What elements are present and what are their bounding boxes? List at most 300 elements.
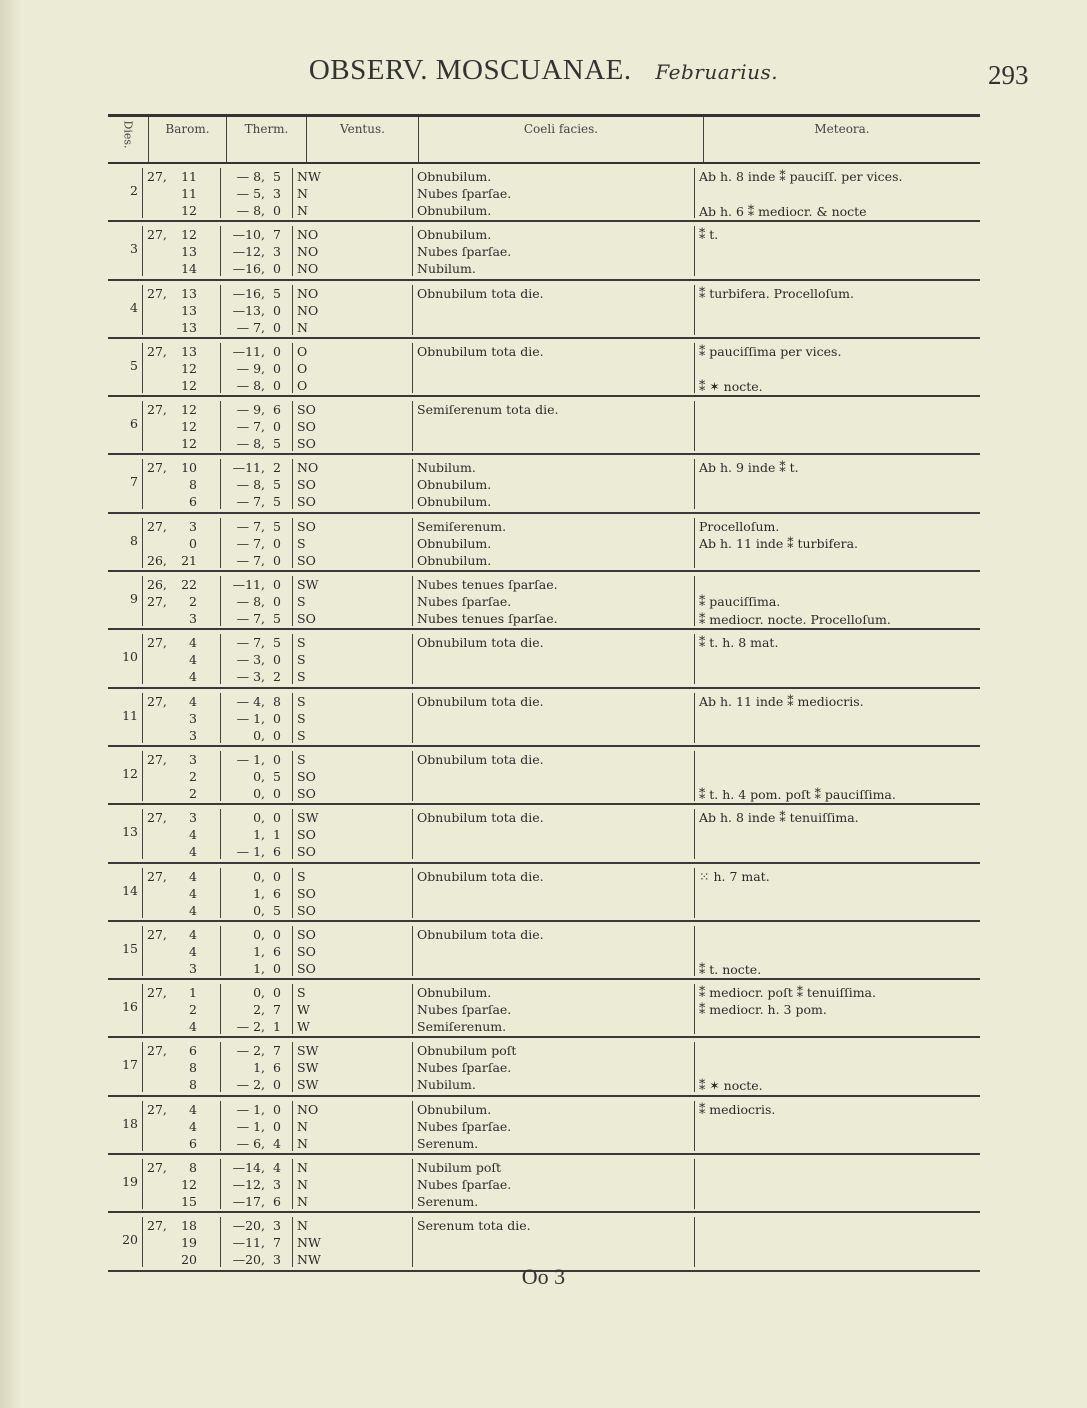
sky-description <box>417 360 694 377</box>
wind-direction: SO <box>297 402 316 418</box>
thermometer-reading <box>225 1018 292 1035</box>
thermometer-tenths: 0 <box>273 552 281 568</box>
meteora-cell <box>694 634 980 684</box>
meteora-note: ⁑ t. h. 8 mat. <box>699 635 779 651</box>
wind-direction: NW <box>297 1252 321 1268</box>
barometer-lines: 4 <box>189 1019 197 1035</box>
thermometer-degrees: — 1, <box>236 1118 265 1134</box>
meteora-note: ⁑ t. nocte. <box>699 961 762 977</box>
barometer-lines: 19 <box>181 1235 197 1251</box>
barometer-reading <box>147 1193 206 1210</box>
wind-direction: NO <box>297 227 319 243</box>
barometer-cell <box>142 285 206 335</box>
sky-description <box>417 651 694 668</box>
wind-direction: O <box>297 377 308 393</box>
barometer-cell <box>142 693 206 743</box>
day-number: 3 <box>130 241 138 257</box>
barometer-inches <box>147 377 169 394</box>
barometer-lines: 4 <box>189 652 197 668</box>
day-number: 19 <box>122 1174 138 1190</box>
thermometer-cell <box>220 285 292 335</box>
thermometer-degrees: 0, <box>253 810 265 826</box>
barometer-lines: 13 <box>181 319 197 335</box>
thermometer-degrees: 0, <box>253 985 265 1001</box>
barometer-reading <box>147 926 206 943</box>
thermometer-cell <box>220 226 292 276</box>
thermometer-reading <box>225 1193 292 1210</box>
barometer-reading <box>147 226 206 243</box>
barometer-reading <box>147 751 206 768</box>
thermometer-degrees: — 8, <box>236 594 265 610</box>
barometer-reading <box>147 826 206 843</box>
wind-cell <box>292 226 412 276</box>
meteora-note: ⁑ t. h. 4 pom. poſt ⁑ pauciſſima. <box>699 786 896 802</box>
sky-description: Nubes ſparſae. <box>417 1118 512 1134</box>
thermometer-degrees: — 9, <box>236 402 265 418</box>
thermometer-reading <box>225 435 292 452</box>
wind-direction: SO <box>297 844 316 860</box>
table-row <box>108 514 980 572</box>
thermometer-degrees: — 1, <box>236 751 265 767</box>
sky-description: Obnubilum. <box>417 227 492 243</box>
barometer-lines: 4 <box>189 868 197 884</box>
barometer-inches: 27, <box>147 402 167 418</box>
barometer-inches: 26, <box>147 552 167 568</box>
barometer-inches <box>147 360 169 377</box>
thermometer-tenths: 0 <box>273 985 281 1001</box>
wind-direction: SO <box>297 885 316 901</box>
barometer-lines: 4 <box>189 669 197 685</box>
thermometer-degrees: — 8, <box>236 477 265 493</box>
barometer-reading <box>147 576 206 593</box>
wind-cell <box>292 984 412 1034</box>
sky-description: Nubilum. <box>417 261 476 277</box>
sky-description: Obnubilum tota die. <box>417 693 544 709</box>
header-coeli: Coeli facies. <box>418 117 703 162</box>
barometer-inches <box>147 902 169 919</box>
wind-cell <box>292 459 412 509</box>
barometer-inches <box>147 1176 169 1193</box>
wind-direction: S <box>297 652 306 668</box>
thermometer-reading <box>225 202 292 219</box>
thermometer-degrees: — 7, <box>236 518 265 534</box>
day-number: 4 <box>130 299 138 315</box>
thermometer-tenths: 7 <box>273 1043 281 1059</box>
thermometer-tenths: 0 <box>273 594 281 610</box>
sky-description <box>417 668 694 685</box>
barometer-lines: 3 <box>189 751 197 767</box>
thermometer-degrees: — 5, <box>236 186 265 201</box>
thermometer-degrees: — 7, <box>236 552 265 568</box>
thermometer-reading <box>225 226 292 243</box>
barometer-reading <box>147 843 206 860</box>
meteora-note: ⁑ mediocr. poſt ⁑ tenuiſſima. <box>699 985 876 1001</box>
thermometer-degrees: — 8, <box>236 169 265 184</box>
barometer-reading <box>147 710 206 727</box>
wind-cell <box>292 634 412 684</box>
header-dies: Dies. <box>121 120 135 149</box>
thermometer-tenths: 0 <box>273 1077 281 1093</box>
barometer-lines: 10 <box>181 460 197 476</box>
sky-cell <box>412 634 694 684</box>
thermometer-reading <box>225 1101 292 1118</box>
wind-cell <box>292 751 412 801</box>
barometer-inches: 27, <box>147 1160 167 1176</box>
barometer-inches <box>147 260 169 277</box>
wind-direction: N <box>297 1194 308 1210</box>
thermometer-degrees: — 6, <box>236 1135 265 1151</box>
sky-description: Obnubilum tota die. <box>417 810 544 826</box>
wind-direction: SW <box>297 577 319 593</box>
meteora-note: ⁑ ✶ nocte. <box>699 378 763 394</box>
barometer-inches <box>147 319 169 336</box>
thermometer-tenths: 3 <box>273 186 281 201</box>
barometer-inches: 27, <box>147 460 167 476</box>
wind-direction: NO <box>297 244 319 260</box>
thermometer-reading <box>225 1159 292 1176</box>
thermometer-tenths: 8 <box>273 693 281 709</box>
thermometer-degrees: — 3, <box>236 669 265 685</box>
barometer-inches: 27, <box>147 635 167 651</box>
thermometer-tenths: 0 <box>273 377 281 393</box>
sky-description <box>417 885 694 902</box>
thermometer-tenths: 5 <box>273 169 281 184</box>
wind-direction: SW <box>297 1077 319 1093</box>
wind-direction: SO <box>297 436 316 452</box>
barometer-cell <box>142 401 206 451</box>
barometer-cell <box>142 926 206 976</box>
sky-description <box>417 302 694 319</box>
barometer-lines: 22 <box>181 577 197 593</box>
thermometer-reading <box>225 418 292 435</box>
barometer-inches <box>147 302 169 319</box>
barometer-inches: 27, <box>147 227 167 243</box>
barometer-inches <box>147 1059 169 1076</box>
barometer-lines: 12 <box>181 402 197 418</box>
barometer-inches <box>147 610 169 627</box>
sky-description: Semiſerenum. <box>417 1019 507 1035</box>
sky-cell <box>412 926 694 976</box>
thermometer-reading <box>225 377 292 394</box>
signature-mark: Oo 3 <box>521 1264 566 1289</box>
thermometer-reading <box>225 960 292 977</box>
sky-description <box>417 768 694 785</box>
thermometer-reading <box>225 826 292 843</box>
thermometer-reading <box>225 1076 292 1093</box>
barometer-reading <box>147 651 206 668</box>
day-number: 16 <box>122 999 138 1015</box>
barometer-reading <box>147 168 206 185</box>
sky-cell <box>412 226 694 276</box>
barometer-reading <box>147 693 206 710</box>
sky-description <box>417 377 694 394</box>
page-number: 293 <box>988 60 1029 90</box>
thermometer-reading <box>225 302 292 319</box>
barometer-inches <box>147 885 169 902</box>
day-number: 11 <box>122 707 138 723</box>
sky-description <box>417 960 694 977</box>
sky-description: Semiſerenum. <box>417 518 507 534</box>
barometer-reading <box>147 185 206 202</box>
barometer-inches: 27, <box>147 810 167 826</box>
meteora-cell <box>694 401 980 451</box>
barometer-lines: 8 <box>189 1077 197 1093</box>
barometer-lines: 4 <box>189 902 197 918</box>
barometer-lines: 12 <box>181 436 197 452</box>
meteora-note: Ab h. 8 inde ⁑ tenuiſſima. <box>699 810 859 826</box>
wind-direction: S <box>297 727 306 743</box>
barometer-cell <box>142 1042 206 1092</box>
thermometer-reading <box>225 1234 292 1251</box>
thermometer-degrees: — 8, <box>236 436 265 452</box>
barometer-lines: 12 <box>181 227 197 243</box>
barometer-inches: 27, <box>147 868 167 884</box>
sky-description: Obnubilum. <box>417 169 492 184</box>
barometer-lines: 2 <box>189 768 197 784</box>
table-row <box>108 864 980 922</box>
wind-direction: N <box>297 186 308 201</box>
sky-cell <box>412 1101 694 1151</box>
barometer-reading <box>147 302 206 319</box>
day-number: 9 <box>130 591 138 607</box>
thermometer-degrees: — 8, <box>236 203 265 218</box>
barometer-cell <box>142 1101 206 1151</box>
thermometer-tenths: 2 <box>273 669 281 685</box>
barometer-reading <box>147 535 206 552</box>
barometer-inches: 27, <box>147 169 167 184</box>
thermometer-reading <box>225 693 292 710</box>
thermometer-reading <box>225 343 292 360</box>
barometer-inches <box>147 943 169 960</box>
meteora-note: ⁑ mediocris. <box>699 1101 776 1117</box>
meteora-cell <box>694 285 980 335</box>
meteora-cell <box>694 868 980 918</box>
sky-description <box>417 418 694 435</box>
sky-cell <box>412 1159 694 1209</box>
barometer-lines: 2 <box>189 785 197 801</box>
barometer-cell <box>142 343 206 393</box>
thermometer-degrees: —16, <box>232 261 265 277</box>
barometer-reading <box>147 960 206 977</box>
meteora-note: ⁑ mediocr. h. 3 pom. <box>699 1002 827 1018</box>
barometer-cell <box>142 634 206 684</box>
meteora-cell <box>694 168 980 218</box>
wind-direction: NO <box>297 302 319 318</box>
thermometer-reading <box>225 610 292 627</box>
meteora-cell <box>694 1217 980 1267</box>
barometer-reading <box>147 202 206 219</box>
barometer-lines: 6 <box>189 1135 197 1151</box>
thermometer-tenths: 5 <box>273 768 281 784</box>
day-number: 7 <box>130 474 138 490</box>
day-number: 2 <box>130 183 138 198</box>
barometer-inches <box>147 535 169 552</box>
sky-description: Nubes ſparſae. <box>417 594 512 610</box>
wind-cell <box>292 343 412 393</box>
wind-direction: SO <box>297 518 316 534</box>
wind-direction: S <box>297 535 306 551</box>
wind-cell <box>292 693 412 743</box>
thermometer-degrees: 2, <box>253 1002 265 1018</box>
wind-direction: SW <box>297 810 319 826</box>
barometer-cell <box>142 576 206 626</box>
barometer-lines: 13 <box>181 285 197 301</box>
barometer-reading <box>147 809 206 826</box>
sky-description: Obnubilum tota die. <box>417 285 544 301</box>
thermometer-tenths: 5 <box>273 518 281 534</box>
barometer-cell <box>142 1159 206 1209</box>
thermometer-degrees: 0, <box>253 785 265 801</box>
sky-description: Obnubilum tota die. <box>417 926 544 942</box>
wind-cell <box>292 1217 412 1267</box>
sky-description: Nubes ſparſae. <box>417 244 512 260</box>
sky-description: Obnubilum poſt <box>417 1043 517 1059</box>
thermometer-tenths: 0 <box>273 710 281 726</box>
sky-description <box>417 902 694 919</box>
barometer-lines: 3 <box>189 611 197 627</box>
day-number: 10 <box>122 649 138 665</box>
wind-direction: S <box>297 594 306 610</box>
barometer-lines: 12 <box>181 360 197 376</box>
barometer-reading <box>147 401 206 418</box>
wind-direction: O <box>297 343 308 359</box>
sky-description: Nubes tenues ſparſae. <box>417 611 558 627</box>
barometer-cell <box>142 168 206 218</box>
thermometer-tenths: 6 <box>273 844 281 860</box>
sky-description: Nubilum. <box>417 1077 476 1093</box>
barometer-cell <box>142 518 206 568</box>
thermometer-cell <box>220 518 292 568</box>
barometer-lines: 15 <box>181 1194 197 1210</box>
barometer-lines: 3 <box>189 710 197 726</box>
thermometer-reading <box>225 926 292 943</box>
barometer-inches: 27, <box>147 1218 167 1234</box>
barometer-reading <box>147 493 206 510</box>
day-number: 18 <box>122 1115 138 1131</box>
barometer-lines: 13 <box>181 343 197 359</box>
barometer-inches <box>147 1076 169 1093</box>
thermometer-tenths: 3 <box>273 1252 281 1268</box>
thermometer-reading <box>225 1001 292 1018</box>
wind-direction: NW <box>297 1235 321 1251</box>
thermometer-tenths: 6 <box>273 1060 281 1076</box>
thermometer-degrees: — 9, <box>236 360 265 376</box>
sky-description: Serenum. <box>417 1135 479 1151</box>
thermometer-degrees: 0, <box>253 868 265 884</box>
barometer-lines: 4 <box>189 693 197 709</box>
sky-description <box>417 1234 694 1251</box>
barometer-inches: 27, <box>147 985 167 1001</box>
thermometer-reading <box>225 576 292 593</box>
barometer-lines: 0 <box>189 535 197 551</box>
thermometer-reading <box>225 1217 292 1234</box>
thermometer-tenths: 0 <box>273 577 281 593</box>
barometer-inches <box>147 435 169 452</box>
meteora-note: ⁑ turbifera. Procelloſum. <box>699 285 855 301</box>
meteora-note: ⁑ pauciſſima. <box>699 594 781 610</box>
wind-cell <box>292 926 412 976</box>
thermometer-cell <box>220 634 292 684</box>
thermometer-cell <box>220 168 292 218</box>
barometer-reading <box>147 1217 206 1234</box>
barometer-reading <box>147 943 206 960</box>
thermometer-cell <box>220 809 292 859</box>
sky-cell <box>412 1042 694 1092</box>
table-row <box>108 281 980 339</box>
thermometer-degrees: — 7, <box>236 319 265 335</box>
thermometer-degrees: — 7, <box>236 494 265 510</box>
barometer-lines: 13 <box>181 244 197 260</box>
barometer-inches <box>147 418 169 435</box>
barometer-lines: 6 <box>189 1043 197 1059</box>
barometer-lines: 4 <box>189 844 197 860</box>
barometer-lines: 11 <box>181 186 197 201</box>
barometer-cell <box>142 459 206 509</box>
barometer-lines: 1 <box>189 985 197 1001</box>
wind-direction: SO <box>297 926 316 942</box>
barometer-lines: 2 <box>189 1002 197 1018</box>
barometer-inches: 27, <box>147 594 167 610</box>
meteora-cell <box>694 343 980 393</box>
thermometer-tenths: 5 <box>273 611 281 627</box>
thermometer-degrees: — 7, <box>236 419 265 435</box>
wind-direction: SW <box>297 1043 319 1059</box>
meteora-note: Ab h. 6 ⁑ mediocr. & nocte <box>699 204 867 219</box>
wind-direction: N <box>297 1177 308 1193</box>
wind-direction: SW <box>297 1060 319 1076</box>
barometer-inches <box>147 727 169 744</box>
thermometer-reading <box>225 593 292 610</box>
barometer-lines: 4 <box>189 885 197 901</box>
meteora-cell <box>694 576 980 626</box>
barometer-reading <box>147 727 206 744</box>
table-row <box>108 1213 980 1271</box>
thermometer-tenths: 0 <box>273 1118 281 1134</box>
table-row <box>108 922 980 980</box>
table-row <box>108 980 980 1038</box>
thermometer-degrees: —11, <box>232 343 265 359</box>
thermometer-tenths: 0 <box>273 203 281 218</box>
thermometer-reading <box>225 552 292 569</box>
barometer-inches <box>147 243 169 260</box>
thermometer-tenths: 0 <box>273 926 281 942</box>
wind-direction: N <box>297 1118 308 1134</box>
thermometer-tenths: 0 <box>273 727 281 743</box>
thermometer-degrees: — 7, <box>236 635 265 651</box>
thermometer-tenths: 4 <box>273 1135 281 1151</box>
thermometer-tenths: 1 <box>273 1019 281 1035</box>
meteora-note: ⁑ ✶ nocte. <box>699 1078 763 1094</box>
sky-cell <box>412 401 694 451</box>
wind-direction: N <box>297 1160 308 1176</box>
thermometer-degrees: 0, <box>253 768 265 784</box>
barometer-reading <box>147 785 206 802</box>
thermometer-cell <box>220 1101 292 1151</box>
thermometer-degrees: — 1, <box>236 1101 265 1117</box>
sky-description: Nubilum poſt <box>417 1160 502 1176</box>
thermometer-degrees: —14, <box>232 1160 265 1176</box>
wind-direction: S <box>297 710 306 726</box>
thermometer-tenths: 0 <box>273 751 281 767</box>
thermometer-reading <box>225 493 292 510</box>
thermometer-tenths: 5 <box>273 477 281 493</box>
thermometer-degrees: — 7, <box>236 535 265 551</box>
meteora-cell <box>694 984 980 1034</box>
barometer-reading <box>147 768 206 785</box>
thermometer-tenths: 0 <box>273 419 281 435</box>
wind-direction: S <box>297 868 306 884</box>
thermometer-reading <box>225 885 292 902</box>
